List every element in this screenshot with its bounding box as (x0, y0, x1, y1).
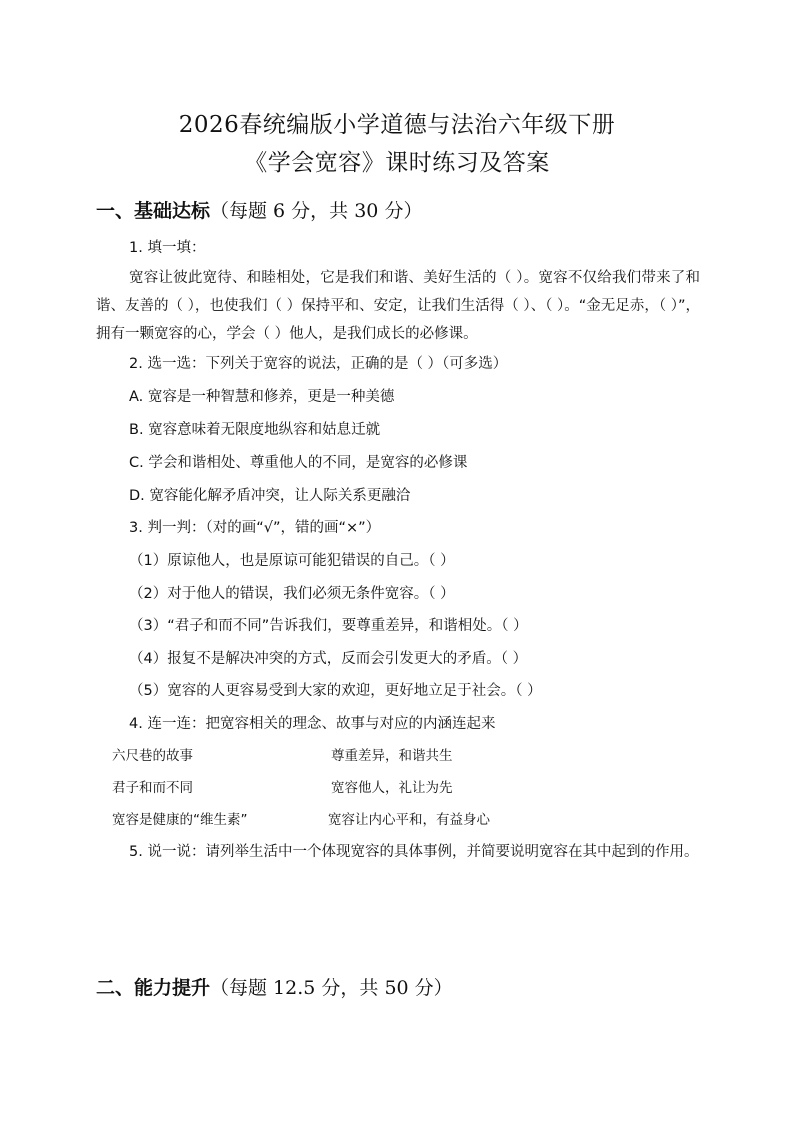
section-title: 一、基础达标 (96, 200, 211, 222)
q4-right-item-2: 宽容他人，礼让为先 (331, 780, 453, 796)
q4-right-item-1: 尊重差异，和谐共生 (331, 748, 453, 764)
q4-left-item-2: 君子和而不同 (112, 780, 193, 796)
document-title: 2026春统编版小学道德与法治六年级下册 (178, 112, 616, 138)
section-heading-advanced (96, 973, 453, 1000)
q4-left-item-3: 宽容是健康的“维生素” (112, 812, 248, 828)
q2-option-c: C. 学会和谐相处、尊重他人的不同，是宽容的必修课 (129, 455, 468, 471)
q5-prompt: 5. 说一说：请列举生活中一个体现宽容的具体事例，并简要说明宽容在其中起到的作用。 (129, 844, 699, 860)
section-heading-basic (96, 196, 422, 223)
q1-label: 1. 填一填： (129, 240, 206, 256)
q3-item-4: （4）报复不是解决冲突的方式，反而会引发更大的矛盾。（ ） (129, 651, 528, 667)
section-score-note: （每题 6 分，共 30 分） (210, 200, 423, 222)
q1-fill-in-text: 宽容让彼此宽待、和睦相处，它是我们和谐、美好生活的（ ）。宽容不仅给我们带来了和谐、友善的（ ），也使我们（ ）保持平和、安定，让我们生活得（ ）、（ ）。“金无足赤，（ ）”，拥有一颗宽容的心，学会（ ）他人，是我们成长的必修课。 (96, 270, 700, 342)
q3-item-3: （3）“君子和而不同”告诉我们，要尊重差异，和谐相处。（ ） (129, 618, 528, 634)
q2-option-b: B. 宽容意味着无限度地纵容和姑息迁就 (129, 422, 381, 438)
section-title: 二、能力提升 (96, 977, 211, 999)
q4-left-item-1: 六尺巷的故事 (112, 748, 193, 764)
q4-right-item-3: 宽容让内心平和，有益身心 (328, 812, 490, 828)
q3-item-1: （1）原谅他人，也是原谅可能犯错误的自己。（ ） (129, 553, 455, 569)
q2-stem: 2. 选一选：下列关于宽容的说法，正确的是（ ）（可多选） (129, 356, 508, 372)
section-score-note: （每题 12.5 分，共 50 分） (210, 977, 453, 999)
document-subtitle: 《学会宽容》课时练习及答案 (244, 150, 550, 176)
q3-stem: 3. 判一判：（对的画“√”，错的画“×”） (129, 520, 381, 536)
q3-item-5: （5）宽容的人更容易受到大家的欢迎，更好地立足于社会。（ ） (129, 683, 542, 699)
q2-option-a: A. 宽容是一种智慧和修养，更是一种美德 (129, 389, 395, 405)
q2-option-d: D. 宽容能化解矛盾冲突，让人际关系更融洽 (129, 488, 411, 504)
q4-stem: 4. 连一连：把宽容相关的理念、故事与对应的内涵连起来 (129, 716, 496, 732)
q3-item-2: （2）对于他人的错误，我们必须无条件宽容。（ ） (129, 586, 455, 602)
